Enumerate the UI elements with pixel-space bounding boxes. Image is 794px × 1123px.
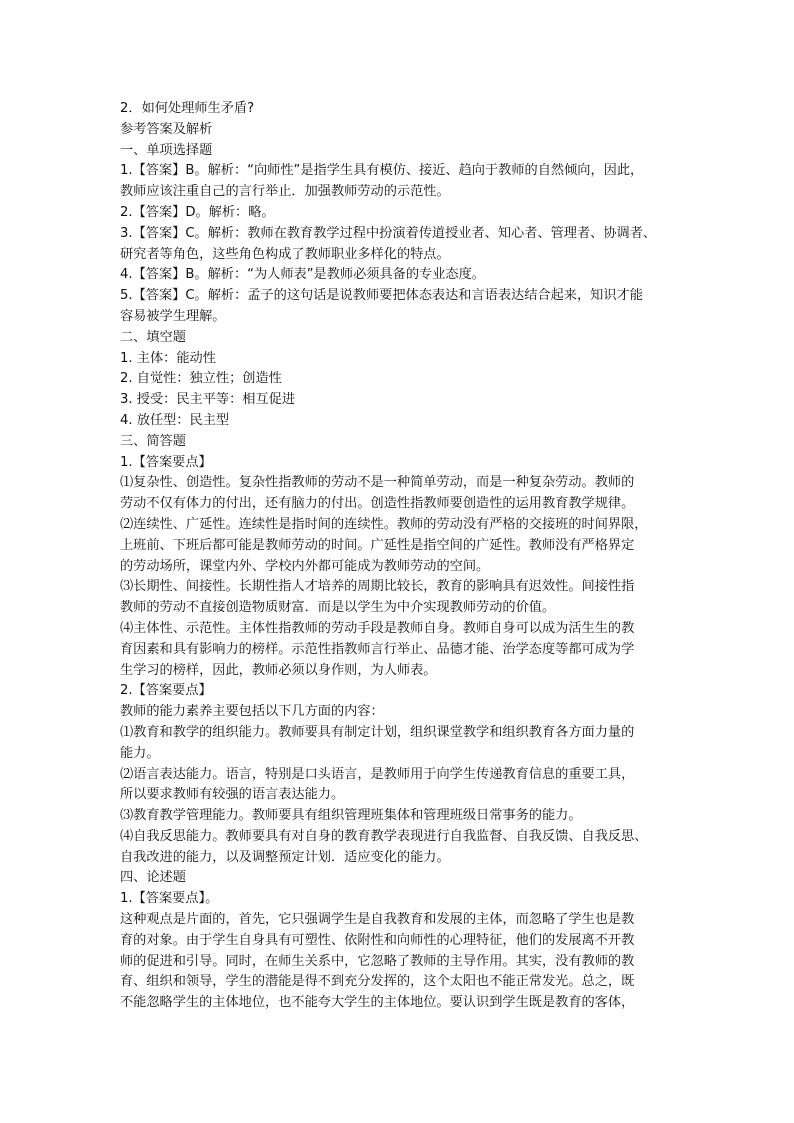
answer-line: 师的促进和引导。同时，在师生关系中，它忽略了教师的主导作用。其实，没有教师的教 [120,953,635,969]
answer-line: 5.【答案】C。解析：孟子的这句话是说教师要把体态表达和言语表达结合起来，知识才能 [120,288,643,304]
answer-line: 育的对象。由于学生自身具有可塑性、依附性和向师性的心理特征，他们的发展离不开教 [120,932,635,948]
answer-line: 研究者等角色，这些角色构成了教师职业多样化的特点。 [120,246,450,262]
section-heading: 四、论述题 [120,870,186,886]
answer-line: 能力。 [120,745,160,761]
section-heading: 三、简答题 [120,433,186,449]
answer-line: ⑷自我反思能力。教师要具有对自身的教育教学表现进行自我监督、自我反馈、自我反思、 [120,828,648,844]
answer-line: ⑵连续性、广延性。连续性是指时间的连续性。教师的劳动没有严格的交接班的时间界限， [120,516,648,532]
section-heading: 参考答案及解析 [120,121,213,137]
answer-key-line: 2.【答案要点】 [120,683,212,699]
answer-line: 1. 主体：能动性 [120,350,216,366]
answer-line: 1.【答案】B。解析：“向师性”是指学生具有模仿、接近、趋向于教师的自然倾向，因此， [120,163,644,179]
answer-line: ⑴教育和教学的组织能力。教师要具有制定计划，组织课堂教学和组织教育各方面力量的 [120,724,635,740]
answer-line: 3. 授受：民主平等：相互促进 [120,392,296,408]
section-heading: 一、单项选择题 [120,142,213,158]
answer-line: 教师的能力素养主要包括以下几方面的内容： [120,704,384,720]
answer-line: 这种观点是片面的，首先，它只强调学生是自我教育和发展的主体，而忽略了学生也是教 [120,912,635,928]
answer-line: 劳动不仅有体力的付出，还有脑力的付出。创造性指教师要创造性的运用教育教学规律。 [120,496,635,512]
answer-key-line: 1.【答案要点】 [120,454,212,470]
answer-line: 4. 放任型：民主型 [120,412,230,428]
answer-line: 上班前、下班后都可能是教师劳动的时间。广延性是指空间的广延性。教师没有严格界定 [120,537,635,553]
answer-line: 自我改进的能力，以及调整预定计划．适应变化的能力。 [120,849,450,865]
answer-line: 2. 自觉性：独立性；创造性 [120,371,282,387]
answer-line: 4.【答案】B。解析：“为人师表”是教师必须具备的专业态度。 [120,267,485,283]
answer-line: 所以要求教师有较强的语言表达能力。 [120,787,345,803]
answer-line: 3.【答案】C。解析：教师在教育教学过程中扮演着传道授业者、知心者、管理者、协调者、 [120,225,657,241]
answer-line: 不能忽略学生的主体地位，也不能夸大学生的主体地位。要认识到学生既是教育的客体， [120,995,635,1011]
answer-line: ⑶教育教学管理能力。教师要具有组织管理班集体和管理班级日常事务的能力。 [120,808,582,824]
answer-line: ⑴复杂性、创造性。复杂性指教师的劳动不是一种简单劳动，而是一种复杂劳动。教师的 [120,475,635,491]
answer-key-line: 1.【答案要点】。 [120,891,219,907]
answer-line: ⑵语言表达能力。语言，特别是口头语言，是教师用于向学生传递教育信息的重要工具， [120,766,635,782]
answer-line: 生学习的榜样，因此，教师必须以身作则，为人师表。 [120,662,437,678]
answer-line: 的劳动场所，课堂内外、学校内外都可能成为教师劳动的空间。 [120,558,490,574]
question-line: 2．如何处理师生矛盾? [120,101,255,116]
answer-line: ⑶长期性、间接性。长期性指人才培养的周期比较长，教育的影响具有迟效性。间接性指 [120,579,635,595]
section-heading: 二、填空题 [120,329,186,345]
answer-line: 2.【答案】D。解析：略。 [120,204,275,220]
answer-line: ⑷主体性、示范性。主体性指教师的劳动手段是教师自身。教师自身可以成为活生生的教 [120,620,635,636]
answer-line: 教师的劳动不直接创造物质财富．而是以学生为中介实现教师劳动的价值。 [120,600,556,616]
answer-text-body [120,99,685,1014]
answer-line: 育、组织和领导，学生的潜能是得不到充分发挥的，这个太阳也不能正常发光。总之，既 [120,974,635,990]
answer-line: 教师应该注重自己的言行举止．加强教师劳动的示范性。 [120,184,450,200]
answer-line: 育因素和具有影响力的榜样。示范性指教师言行举止、品德才能、治学态度等都可成为学 [120,641,635,657]
answer-line: 容易被学生理解。 [120,308,226,324]
